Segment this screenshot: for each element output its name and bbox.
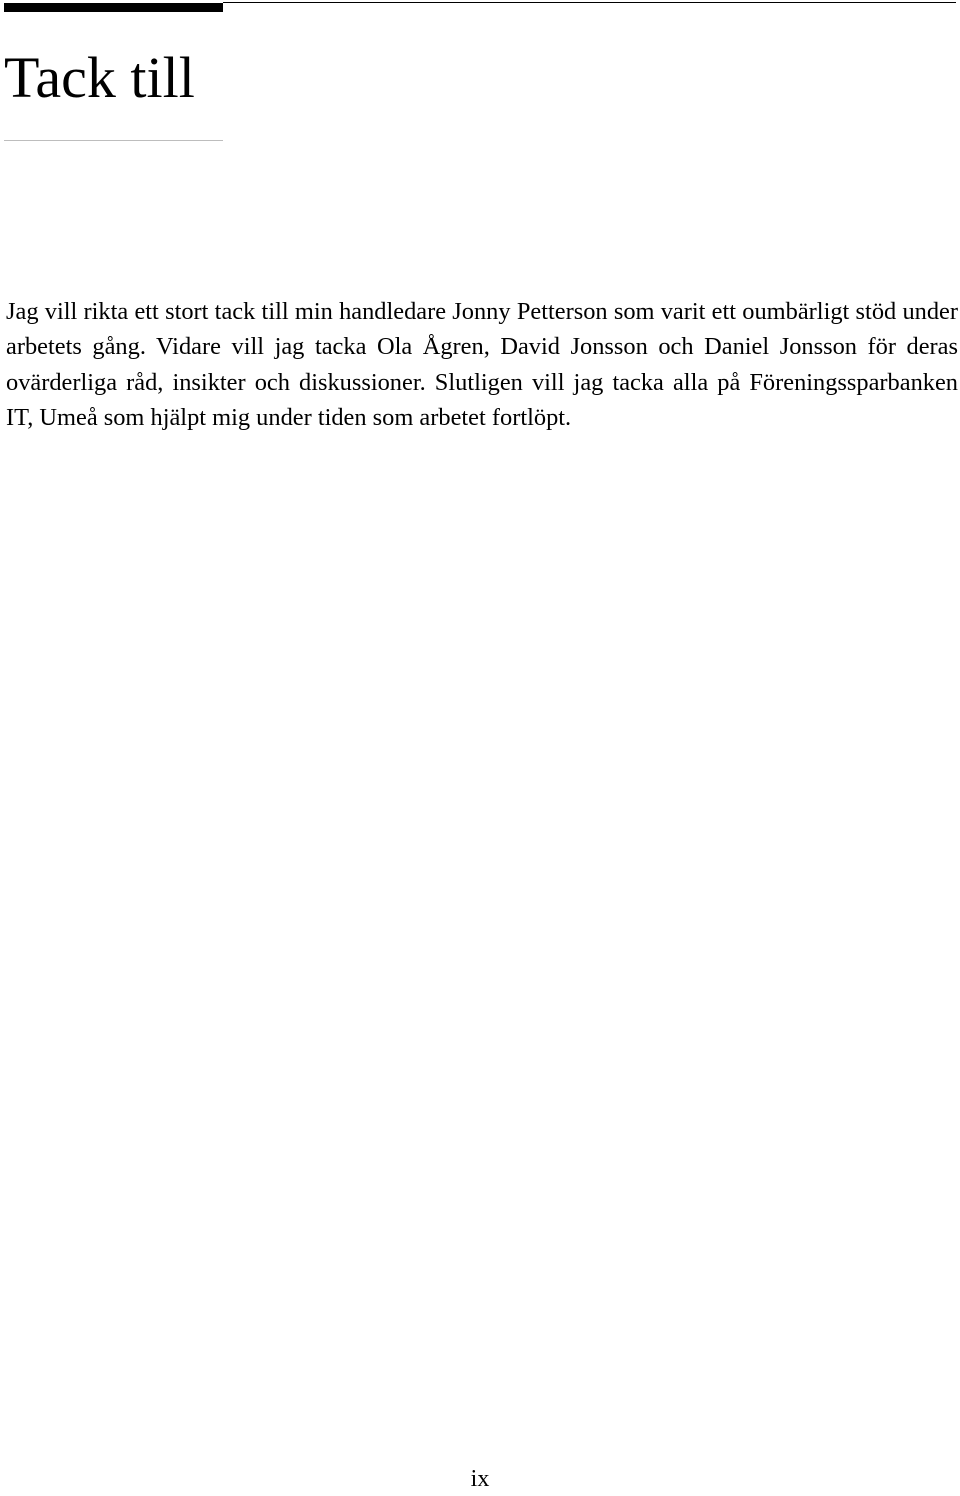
chapter-title: Tack till <box>4 45 195 110</box>
header-rule-thick <box>4 3 223 12</box>
title-underline <box>4 140 223 141</box>
acknowledgement-paragraph: Jag vill rikta ett stort tack till min handledare Jonny Petterson som varit ett oumbärligt stöd under arbetets gång. Vidare vill jag tacka Ola Ågren, David Jonsson och Daniel Jonsson för deras ovärderliga råd, insikter och diskussioner. Slutligen vill jag tacka alla på Föreningssparbanken IT, Umeå som hjälpt mig under tiden som arbetet fortlöpt. <box>6 298 958 431</box>
page-number: ix <box>470 1466 490 1492</box>
header-rule-thin <box>223 2 956 3</box>
